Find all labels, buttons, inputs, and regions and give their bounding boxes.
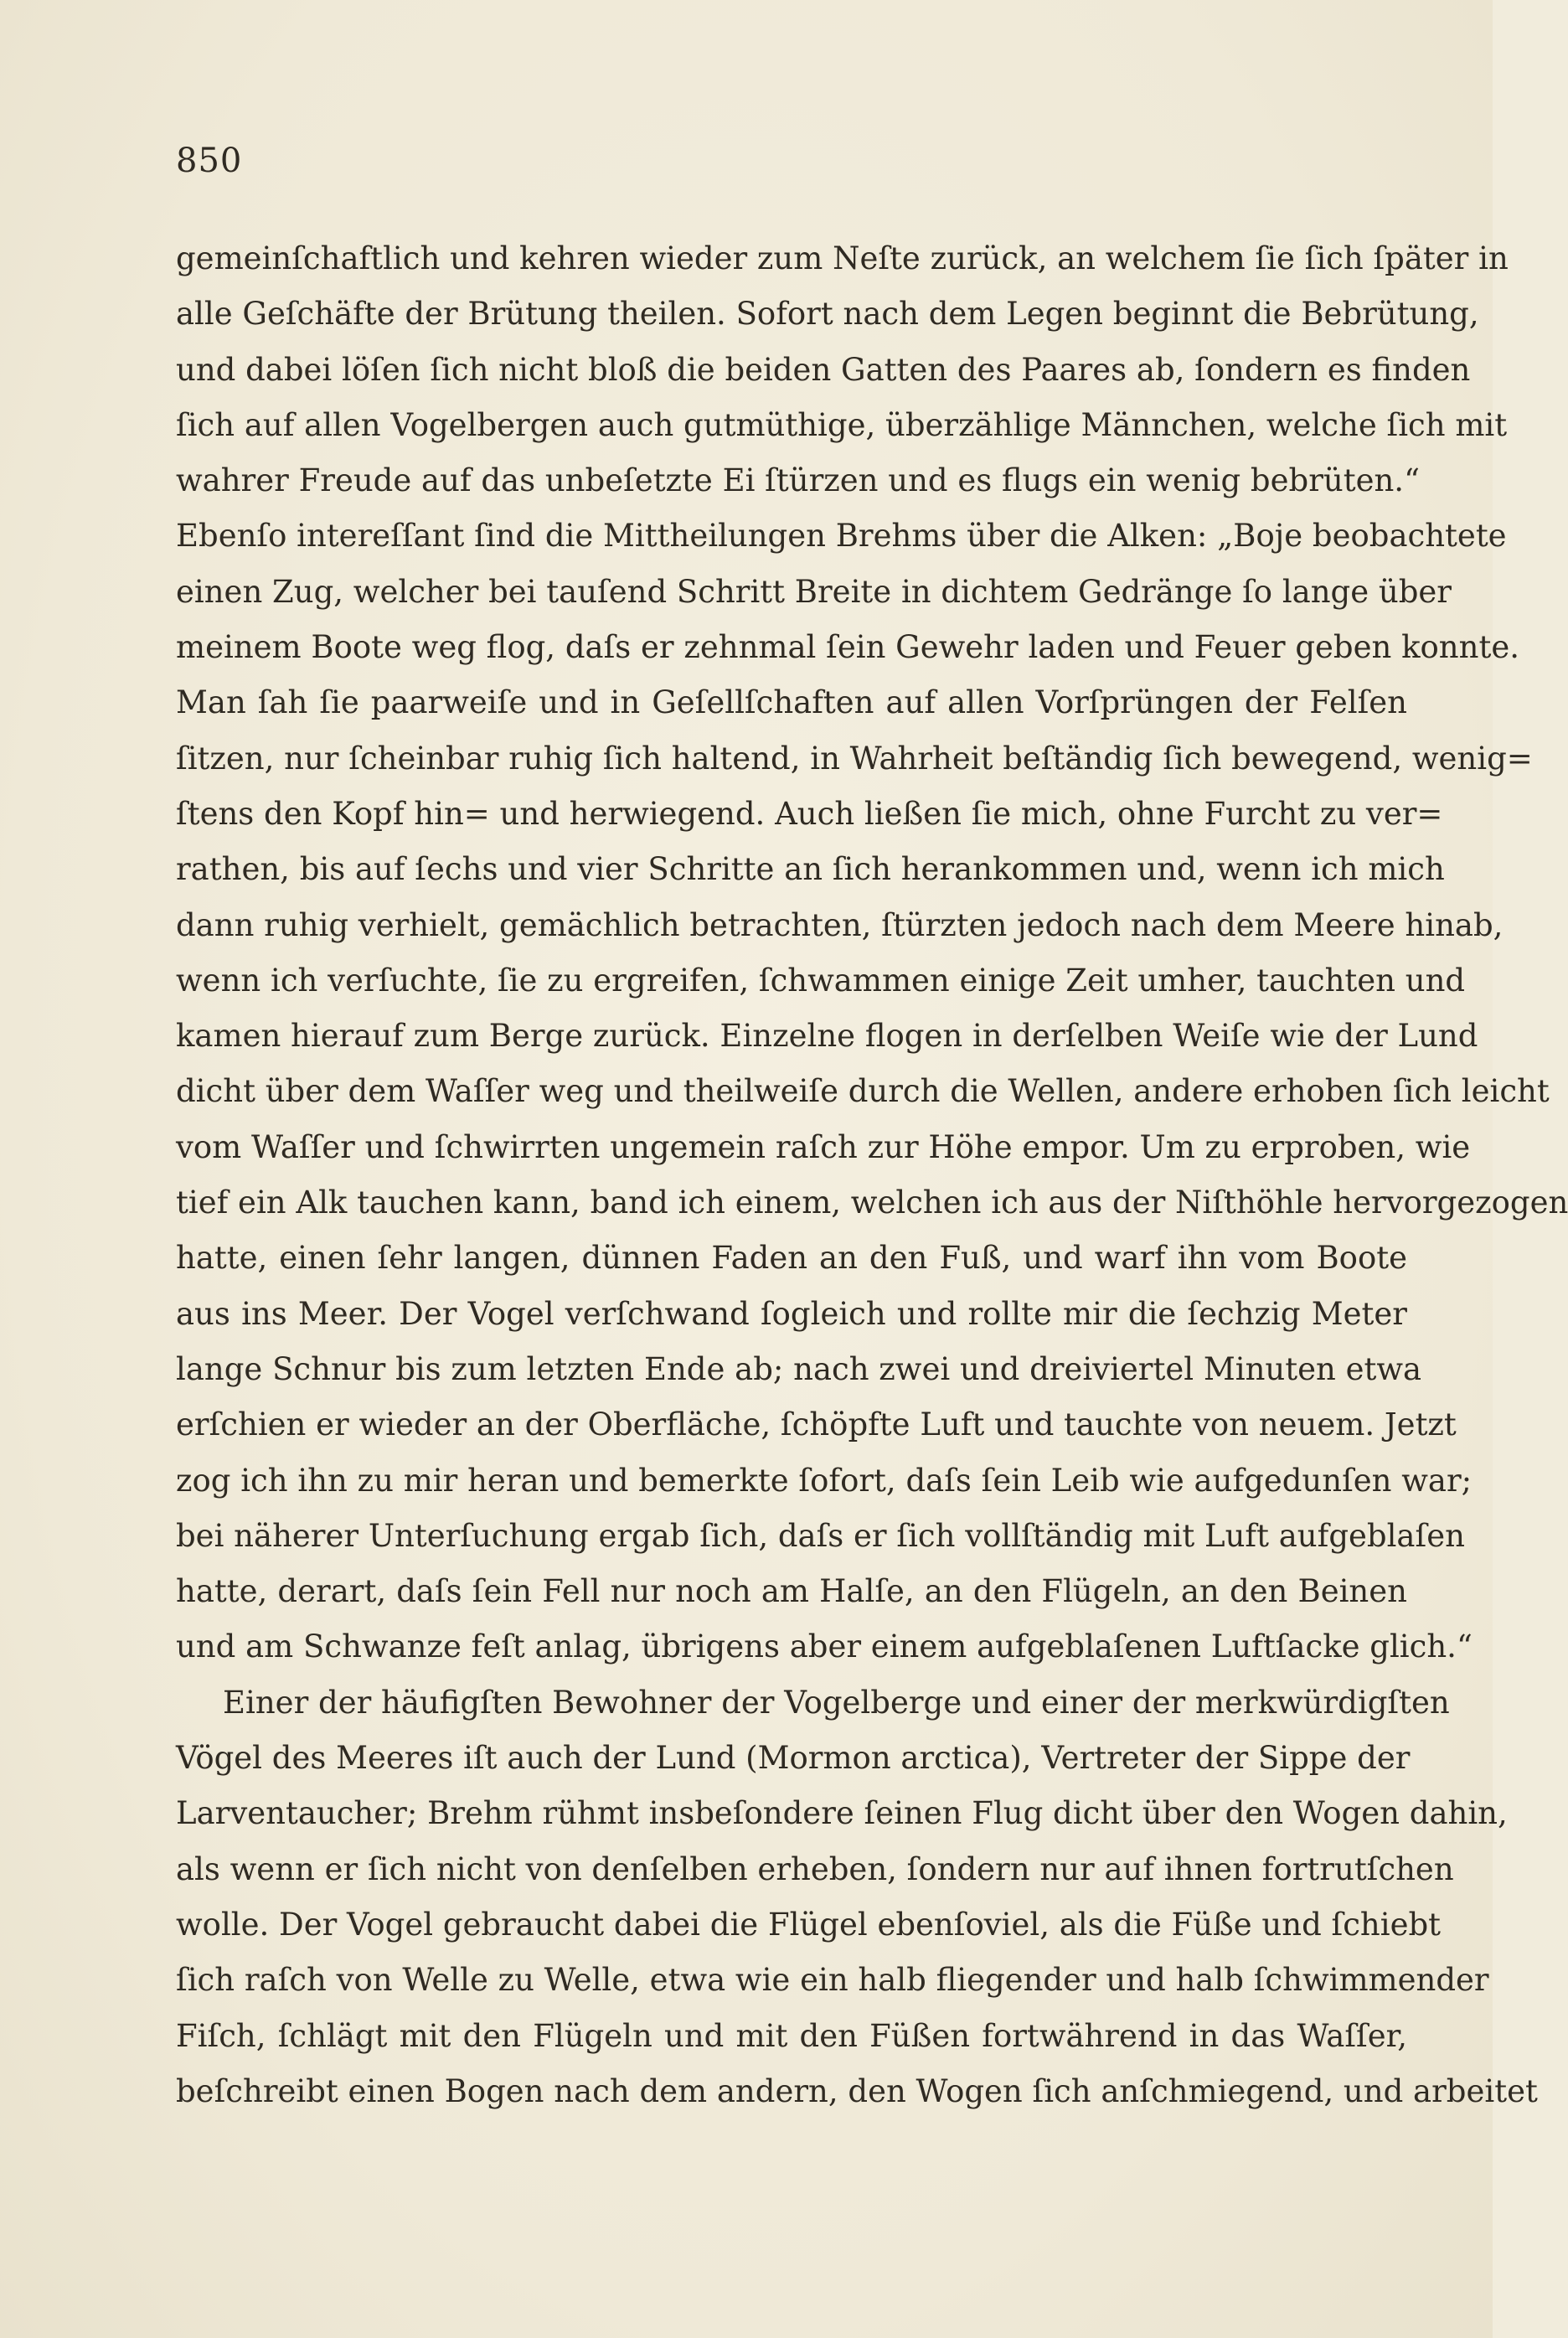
- text-line: Man ſah ſie paarweiſe und in Geſellſchaften auf allen Vorſprüngen der Felſen: [176, 684, 1407, 721]
- text-line: vom Waſſer und ſchwirrten ungemein raſch zur Höhe empor. Um zu erproben, wie: [176, 1128, 1471, 1165]
- text-line: hatte, derart, daſs ſein Fell nur noch am Halſe, an den Flügeln, an den Beinen: [176, 1573, 1407, 1610]
- text-line: erſchien er wieder an der Oberfläche, ſchöpfte Luft und tauchte von neuem. Jetzt: [176, 1406, 1457, 1443]
- text-line: lange Schnur bis zum letzten Ende ab; nach zwei und dreiviertel Minuten etwa: [176, 1350, 1422, 1387]
- text-line: dicht über dem Waſſer weg und theilweiſe durch die Wellen, andere erhoben ſich leicht: [176, 1073, 1550, 1110]
- text-line: als wenn er ſich nicht von denſelben erheben, ſondern nur auf ihnen fortrutſchen: [176, 1850, 1454, 1887]
- text-line: beſchreibt einen Bogen nach dem andern, den Wogen ſich anſchmiegend, und arbeitet: [176, 2072, 1538, 2109]
- text-line: meinem Boote weg flog, daſs er zehnmal ſein Gewehr laden und Feuer geben konnte.: [176, 629, 1519, 666]
- text-line: Larventaucher; Brehm rühmt insbeſondere ſeinen Flug dicht über den Wogen dahin,: [176, 1795, 1508, 1832]
- text-line: Vögel des Meeres iſt auch der Lund (Mormon arctica), Vertreter der Sippe der: [176, 1740, 1411, 1777]
- text-line: zog ich ihn zu mir heran und bemerkte ſofort, daſs ſein Leib wie aufgedunſen war;: [176, 1462, 1473, 1499]
- text-line-paragraph-start: Einer der häufigſten Bewohner der Vogelberge und einer der merkwürdigſten: [223, 1684, 1450, 1721]
- text-line: hatte, einen ſehr langen, dünnen Faden an den Fuß, und warf ihn vom Boote: [176, 1240, 1407, 1277]
- text-line: aus ins Meer. Der Vogel verſchwand ſogleich und rollte mir die ſechzig Meter: [176, 1295, 1407, 1332]
- text-line: Fiſch, ſchlägt mit den Flügeln und mit den Füßen fortwährend in das Waſſer,: [176, 2017, 1407, 2054]
- text-line: wenn ich verſuchte, ſie zu ergreifen, ſchwammen einige Zeit umher, tauchten und: [176, 962, 1466, 999]
- text-line: ſitzen, nur ſcheinbar ruhig ſich haltend, in Wahrheit beſtändig ſich bewegend, wenig=: [176, 740, 1533, 777]
- text-line: wolle. Der Vogel gebraucht dabei die Flügel ebenſoviel, als die Füße und ſchiebt: [176, 1906, 1442, 1943]
- text-line: gemeinſchaftlich und kehren wieder zum Neſte zurück, an welchem ſie ſich ſpäter in: [176, 240, 1509, 276]
- text-line: Ebenſo intereſſant ſind die Mittheilungen Brehms über die Alken: „Boje beobachtete: [176, 518, 1507, 555]
- text-line: ſtens den Kopf hin= und herwiegend. Auch ließen ſie mich, ohne Furcht zu ver=: [176, 795, 1443, 832]
- text-line: alle Geſchäfte der Brütung theilen. Sofort nach dem Legen beginnt die Bebrütung,: [176, 296, 1479, 333]
- text-line: wahrer Freude auf das unbeſetzte Ei ſtürzen und es flugs ein wenig bebrüten.“: [176, 462, 1420, 499]
- text-line-paragraph-end: und am Schwanze feſt anlag, übrigens aber einem aufgeblaſenen Luftſacke glich.“: [176, 1628, 1473, 1665]
- text-line: kamen hierauf zum Berge zurück. Einzelne flogen in derſelben Weiſe wie der Lund: [176, 1018, 1478, 1055]
- text-line: ſich auf allen Vogelbergen auch gutmüthige, überzählige Männchen, welche ſich mit: [176, 406, 1508, 443]
- text-line: bei näherer Unterſuchung ergab ſich, daſs er ſich vollſtändig mit Luft aufgeblaſen: [176, 1517, 1465, 1554]
- body-text: [176, 231, 1568, 2119]
- text-line: dann ruhig verhielt, gemächlich betrachten, ſtürzten jedoch nach dem Meere hinab,: [176, 906, 1504, 943]
- text-line: einen Zug, welcher bei tauſend Schritt Breite in dichtem Gedränge ſo lange über: [176, 573, 1452, 610]
- text-line: ſich raſch von Welle zu Welle, etwa wie ein halb fliegender und halb ſchwimmender: [176, 1962, 1489, 1999]
- page-number: 850: [176, 142, 243, 180]
- text-line: und dabei löſen ſich nicht bloß die beiden Gatten des Paares ab, ſondern es finden: [176, 351, 1471, 388]
- text-line: rathen, bis auf ſechs und vier Schritte an ſich herankommen und, wenn ich mich: [176, 851, 1445, 888]
- text-line: tief ein Alk tauchen kann, band ich einem, welchen ich aus der Niſthöhle hervorgezogen: [176, 1184, 1568, 1221]
